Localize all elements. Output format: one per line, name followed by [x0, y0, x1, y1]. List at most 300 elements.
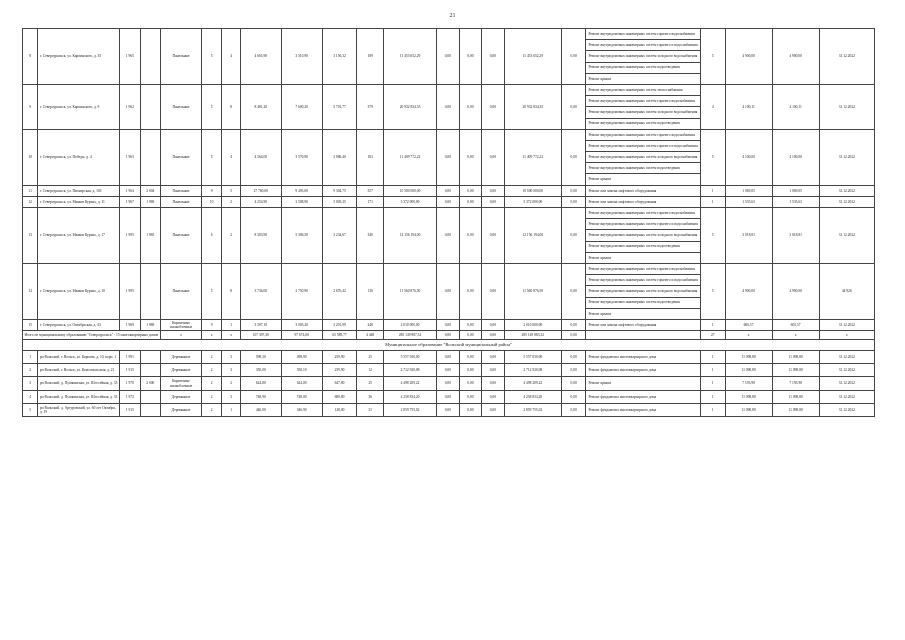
- living-area-cell: 9 493,00: [281, 185, 322, 196]
- repair-cost-cell: 2 010 000,00: [383, 319, 436, 330]
- total-area-cell: 598,30: [240, 351, 281, 364]
- year-commissioned-cell: [140, 364, 160, 377]
- address-cell: г. Североуральск, ул. Карпинского, д. 9: [38, 84, 120, 129]
- fund-cell: 0,00: [437, 208, 460, 264]
- address-cell: рп Вольский, д. Пушкинская, ул. Шоссейная, д. 33: [38, 377, 120, 390]
- owners-funds-cell: 5 557 030,00: [504, 351, 561, 364]
- totals-value-cell: 107 397,30: [240, 331, 281, 340]
- total-area-cell: 4 564,00: [240, 129, 281, 185]
- owned-area-cell: 3 005,35: [322, 196, 357, 207]
- repair-cost-cell: 2 859 755,02: [383, 403, 436, 416]
- address-cell: г. Североуральск, ул. Октябрьская, д. 43: [38, 319, 120, 330]
- max-unit-cost-cell: 4 900,00: [772, 263, 819, 319]
- fund-cell: 0,00: [482, 319, 505, 330]
- table-row: [23, 129, 875, 140]
- owned-area-cell: 2 670,42: [322, 263, 357, 319]
- table-row: [23, 377, 875, 390]
- works-count-cell: 5: [701, 129, 726, 185]
- table-row: [23, 185, 875, 196]
- fund-cell: 0,00: [437, 29, 460, 85]
- total-area-cell: 3 307,10: [240, 319, 281, 330]
- other-funds-cell: 0,00: [561, 263, 586, 319]
- totals-value-cell: 97 674,00: [281, 331, 322, 340]
- work-type-cell: Ремонт внутридомовых инженерных систем холодного водоснабжения: [586, 152, 701, 163]
- totals-value-cell: x: [772, 331, 819, 340]
- wall-material-cell: Панельные: [161, 84, 202, 129]
- floors-cell: 2: [201, 351, 221, 364]
- work-type-cell: Ремонт внутридомовых инженерных систем горячего водоснабжения: [586, 29, 701, 40]
- work-type-cell: Ремонт фундамента многоквартирного дома: [586, 403, 701, 416]
- row-number-cell: 15: [23, 319, 38, 330]
- work-type-cell: Ремонт внутридомовых инженерных систем водоотведения: [586, 163, 701, 174]
- fund-cell: 0,00: [459, 29, 482, 85]
- deadline-cell: 31.12.2022: [819, 403, 874, 416]
- works-count-cell: 4: [701, 84, 726, 129]
- unit-cost-cell: 11 098,80: [725, 403, 772, 416]
- works-count-cell: 1: [701, 390, 726, 403]
- year-commissioned-cell: [140, 129, 160, 185]
- total-area-cell: 8 303,90: [240, 208, 281, 264]
- wall-material-cell: Деревянные: [161, 364, 202, 377]
- work-type-cell: Ремонт или замена лифтового оборудования: [586, 196, 701, 207]
- other-funds-cell: 0,00: [561, 208, 586, 264]
- fund-cell: 0,00: [482, 84, 505, 129]
- fund-cell: 0,00: [437, 84, 460, 129]
- work-type-cell: Ремонт внутридомовых инженерных систем горячего и водоснабжения: [586, 219, 701, 230]
- max-unit-cost-cell: 605,57: [772, 319, 819, 330]
- work-type-cell: Ремонт крыши: [586, 174, 701, 185]
- residents-cell: 189: [357, 29, 384, 85]
- row-number-cell: 10: [23, 129, 38, 185]
- work-type-cell: Ремонт внутридомовых инженерных систем горячего водоснабжения: [586, 129, 701, 140]
- totals-value-cell: x: [725, 331, 772, 340]
- total-area-cell: 4 254,90: [240, 196, 281, 207]
- totals-value-cell: x: [201, 331, 221, 340]
- wall-material-cell: Панельные: [161, 196, 202, 207]
- repair-cost-cell: 20 932 834,35: [383, 84, 436, 129]
- totals-value-cell: x: [819, 331, 874, 340]
- totals-value-cell: x: [161, 331, 202, 340]
- fund-cell: 0,00: [459, 196, 482, 207]
- table-row: [23, 29, 875, 40]
- works-count-cell: 1: [701, 403, 726, 416]
- fund-cell: 0,00: [482, 364, 505, 377]
- address-cell: г. Североуральск, ул. Пионерская, д. 103: [38, 185, 120, 196]
- living-area-cell: 3 570,90: [281, 129, 322, 185]
- row-number-cell: 9: [23, 84, 38, 129]
- wall-material-cell: Панельные: [161, 129, 202, 185]
- residents-cell: 136: [357, 263, 384, 319]
- fund-cell: 0,00: [482, 185, 505, 196]
- repair-cost-cell: 4 258 834,20: [383, 390, 436, 403]
- totals-value-cell: 27: [701, 331, 726, 340]
- wall-material-cell: Панельные: [161, 29, 202, 85]
- owned-area-cell: 3 291,99: [322, 319, 357, 330]
- year-commissioned-cell: 1 969: [140, 196, 160, 207]
- fund-cell: 0,00: [482, 129, 505, 185]
- other-funds-cell: 0,00: [561, 84, 586, 129]
- fund-cell: 0,00: [482, 263, 505, 319]
- other-funds-cell: 0,00: [561, 185, 586, 196]
- works-count-cell: 1: [701, 185, 726, 196]
- address-cell: г. Североуральск, ул. Карпинского, д. 35: [38, 29, 120, 85]
- total-area-cell: 446,00: [240, 403, 281, 416]
- year-built-cell: 1 995: [120, 263, 140, 319]
- works-count-cell: 1: [701, 196, 726, 207]
- row-number-cell: 14: [23, 263, 38, 319]
- living-area-cell: 3 510,90: [281, 29, 322, 85]
- owners-funds-cell: 11 453 652,29: [504, 29, 561, 85]
- works-count-cell: 1: [701, 377, 726, 390]
- year-commissioned-cell: 2 004: [140, 185, 160, 196]
- address-cell: г. Североуральск, ул. Победы, д. 4: [38, 129, 120, 185]
- row-number-cell: 1: [23, 351, 38, 364]
- totals-value-cell: x: [222, 331, 240, 340]
- owned-area-cell: 128,00: [322, 403, 357, 416]
- owners-funds-cell: 5 372 000,00: [504, 196, 561, 207]
- max-unit-cost-cell: 7 193,98: [772, 377, 819, 390]
- works-count-cell: 5: [701, 208, 726, 264]
- fund-cell: 0,00: [459, 377, 482, 390]
- address-cell: г. Североуральск, ул. Маяков Курьих, д. 11: [38, 196, 120, 207]
- other-funds-cell: 0,00: [561, 319, 586, 330]
- unit-cost-cell: 4 100,00: [725, 129, 772, 185]
- residents-cell: 171: [357, 196, 384, 207]
- owners-funds-cell: 4 498 209,22: [504, 377, 561, 390]
- max-unit-cost-cell: 11 098,80: [772, 351, 819, 364]
- residents-cell: 379: [357, 84, 384, 129]
- work-type-cell: Ремонт внутридомовых инженерных систем холодного водоснабжения: [586, 107, 701, 118]
- fund-cell: 0,00: [459, 84, 482, 129]
- work-type-cell: Ремонт внутридомовых инженерных систем водоотведения: [586, 297, 701, 308]
- owned-area-cell: 647,80: [322, 377, 357, 390]
- total-area-cell: 3 736,00: [240, 263, 281, 319]
- living-area-cell: 498,90: [281, 351, 322, 364]
- work-type-cell: Ремонт внутридомовых инженерных систем холодного водоснабжения: [586, 286, 701, 297]
- wall-material-cell: Деревянные: [161, 403, 202, 416]
- owned-area-cell: 259,90: [322, 364, 357, 377]
- total-area-cell: 8 481,20: [240, 84, 281, 129]
- wall-material-cell: Деревянные: [161, 351, 202, 364]
- work-type-cell: Ремонт внутридомовых инженерных систем горячего и водоснабжения: [586, 275, 701, 286]
- totals-value-cell: 285 149 887,32: [383, 331, 436, 340]
- work-type-cell: Ремонт или замена лифтового оборудования: [586, 319, 701, 330]
- max-unit-cost-cell: 11 098,80: [772, 403, 819, 416]
- floors-cell: 5: [201, 84, 221, 129]
- entrances-cell: 1: [222, 403, 240, 416]
- entrances-cell: 2: [222, 377, 240, 390]
- deadline-cell: 31.12.2022: [819, 351, 874, 364]
- deadline-cell: 31.12.2022: [819, 364, 874, 377]
- unit-cost-cell: 1 535,63: [725, 196, 772, 207]
- totals-label-cell: Итого по муниципальному образованию "Североуральск" - 15 многоквартирных домов: [23, 331, 161, 340]
- entrances-cell: 4: [222, 29, 240, 85]
- owners-funds-cell: 11 409 772,22: [504, 129, 561, 185]
- address-cell: рп Вольский, г. Вольск, ул. Карпова, д. 10, корп. 1: [38, 351, 120, 364]
- fund-cell: 0,00: [482, 208, 505, 264]
- residents-cell: 183: [357, 129, 384, 185]
- owned-area-cell: 3 086,40: [322, 129, 357, 185]
- fund-cell: 0,00: [437, 390, 460, 403]
- max-unit-cost-cell: 1 069,05: [772, 185, 819, 196]
- fund-cell: 0,00: [459, 351, 482, 364]
- work-type-cell: Ремонт внутридомовых инженерных систем холодного водоснабжения: [586, 230, 701, 241]
- living-area-cell: 748,00: [281, 390, 322, 403]
- work-type-cell: Ремонт фундамента многоквартирного дома: [586, 390, 701, 403]
- table-row: [23, 84, 875, 95]
- floors-cell: 6: [201, 208, 221, 264]
- floors-cell: 9: [201, 185, 221, 196]
- living-area-cell: 624,00: [281, 377, 322, 390]
- work-type-cell: Ремонт внутридомовых инженерных систем горячего водоснабжения: [586, 96, 701, 107]
- work-type-cell: Ремонт внутридомовых инженерных систем горячего и водоснабжения: [586, 40, 701, 51]
- year-commissioned-cell: [140, 263, 160, 319]
- totals-value-cell: 0,00: [459, 331, 482, 340]
- unit-cost-cell: 4 100,11: [725, 84, 772, 129]
- unit-cost-cell: 4 900,00: [725, 263, 772, 319]
- repair-cost-cell: 12 156 194,00: [383, 208, 436, 264]
- work-type-cell: Ремонт фундамента многоквартирного дома: [586, 351, 701, 364]
- work-type-cell: Ремонт внутридомовых инженерных систем горячего водоснабжения: [586, 263, 701, 274]
- year-commissioned-cell: 2 000: [140, 377, 160, 390]
- other-funds-cell: 0,00: [561, 364, 586, 377]
- year-commissioned-cell: [140, 351, 160, 364]
- fund-cell: 0,00: [437, 364, 460, 377]
- deadline-cell: 31.12.2022: [819, 84, 874, 129]
- work-type-cell: Ремонт внутридомовых инженерных систем теплоснабжения: [586, 84, 701, 95]
- floors-cell: 9: [201, 319, 221, 330]
- wall-material-cell: Кирпичные шлакоблочные: [161, 319, 202, 330]
- max-unit-cost-cell: 4 100,00: [772, 129, 819, 185]
- totals-value-cell: 0,00: [437, 331, 460, 340]
- fund-cell: 0,00: [482, 196, 505, 207]
- repair-cost-cell: 5 372 000,00: [383, 196, 436, 207]
- deadline-cell: 31.12.2022: [819, 29, 874, 85]
- wall-material-cell: Панельные: [161, 208, 202, 264]
- fund-cell: 0,00: [459, 263, 482, 319]
- year-built-cell: 1 965: [120, 29, 140, 85]
- fund-cell: 0,00: [482, 29, 505, 85]
- table-row: [23, 390, 875, 403]
- work-type-cell: Ремонт внутридомовых инженерных систем водоотведения: [586, 62, 701, 73]
- repair-cost-cell: 2 712 920,08: [383, 364, 436, 377]
- totals-row: [23, 331, 875, 340]
- totals-value-cell: 65 589,77: [322, 331, 357, 340]
- max-unit-cost-cell: 4 100,11: [772, 84, 819, 129]
- totals-value-cell: 0,00: [482, 331, 505, 340]
- work-type-cell: Ремонт внутридомовых инженерных систем водоотведения: [586, 118, 701, 129]
- owners-funds-cell: 2 712 920,08: [504, 364, 561, 377]
- fund-cell: 0,00: [459, 390, 482, 403]
- owned-area-cell: 680,80: [322, 390, 357, 403]
- other-funds-cell: 0,00: [561, 129, 586, 185]
- entrances-cell: 8: [222, 84, 240, 129]
- repair-cost-cell: 11 560 876,50: [383, 263, 436, 319]
- section-title: Муниципальное образование "Вольский муниципальный район": [23, 340, 875, 351]
- year-commissioned-cell: [140, 403, 160, 416]
- other-funds-cell: 0,00: [561, 377, 586, 390]
- year-commissioned-cell: [140, 84, 160, 129]
- owners-funds-cell: 2 859 755,02: [504, 403, 561, 416]
- table-row: [23, 208, 875, 219]
- living-area-cell: 5 306,50: [281, 208, 322, 264]
- fund-cell: 0,00: [437, 185, 460, 196]
- floors-cell: 5: [201, 129, 221, 185]
- max-unit-cost-cell: 3 018,81: [772, 208, 819, 264]
- unit-cost-cell: 11 098,80: [725, 351, 772, 364]
- fund-cell: 0,00: [437, 319, 460, 330]
- row-number-cell: 5: [23, 403, 38, 416]
- floors-cell: 2: [201, 377, 221, 390]
- work-type-cell: Ремонт крыши: [586, 308, 701, 319]
- floors-cell: 5: [201, 29, 221, 85]
- fund-cell: 0,00: [437, 403, 460, 416]
- owned-area-cell: 259,90: [322, 351, 357, 364]
- year-built-cell: 1 915: [120, 364, 140, 377]
- total-area-cell: 27 760,00: [240, 185, 281, 196]
- deadline-cell: 44 926: [819, 263, 874, 319]
- totals-value-cell: [586, 331, 701, 340]
- fund-cell: 0,00: [459, 208, 482, 264]
- works-count-cell: 1: [701, 364, 726, 377]
- year-built-cell: 1 967: [120, 196, 140, 207]
- entrances-cell: 5: [222, 185, 240, 196]
- living-area-cell: 2 750,90: [281, 263, 322, 319]
- table-row: [23, 403, 875, 416]
- living-area-cell: 346,90: [281, 403, 322, 416]
- row-number-cell: 13: [23, 208, 38, 264]
- floors-cell: 10: [201, 196, 221, 207]
- wall-material-cell: Деревянные: [161, 390, 202, 403]
- works-count-cell: 5: [701, 29, 726, 85]
- fund-cell: 0,00: [459, 364, 482, 377]
- table-row: [23, 351, 875, 364]
- unit-cost-cell: 11 098,80: [725, 364, 772, 377]
- work-type-cell: Ремонт фундамента многоквартирного дома: [586, 364, 701, 377]
- unit-cost-cell: 7 193,98: [725, 377, 772, 390]
- floors-cell: 2: [201, 364, 221, 377]
- residents-cell: 12: [357, 364, 384, 377]
- living-area-cell: 7 600,20: [281, 84, 322, 129]
- deadline-cell: 31.12.2022: [819, 319, 874, 330]
- residents-cell: 248: [357, 319, 384, 330]
- entrances-cell: 3: [222, 364, 240, 377]
- unit-cost-cell: 11 098,80: [725, 390, 772, 403]
- repair-cost-cell: 10 500 000,00: [383, 185, 436, 196]
- owned-area-cell: 5 701,77: [322, 84, 357, 129]
- table-row: [23, 319, 875, 330]
- fund-cell: 0,00: [437, 263, 460, 319]
- other-funds-cell: 0,00: [561, 390, 586, 403]
- residents-cell: 25: [357, 377, 384, 390]
- year-built-cell: 1 995: [120, 208, 140, 264]
- fund-cell: 0,00: [459, 185, 482, 196]
- owned-area-cell: 9 304,75: [322, 185, 357, 196]
- address-cell: рп Вольский, д. Пушкинская, ул. Шоссейная, д. 33: [38, 390, 120, 403]
- table-row: [23, 364, 875, 377]
- work-type-cell: Ремонт крыши: [586, 73, 701, 84]
- address-cell: г. Североуральск, ул. Маяков Курьих, д. 10: [38, 263, 120, 319]
- works-count-cell: 5: [701, 263, 726, 319]
- year-commissioned-cell: 1 965: [140, 208, 160, 264]
- year-built-cell: 1 991: [120, 351, 140, 364]
- deadline-cell: 31.12.2022: [819, 390, 874, 403]
- entrances-cell: 2: [222, 208, 240, 264]
- fund-cell: 0,00: [482, 390, 505, 403]
- address-cell: г. Североуральск, ул. Маяков Курьих, д. 17: [38, 208, 120, 264]
- fund-cell: 0,00: [459, 403, 482, 416]
- year-built-cell: 1 964: [120, 185, 140, 196]
- work-type-cell: Ремонт крыши: [586, 377, 701, 390]
- fund-cell: 0,00: [459, 319, 482, 330]
- totals-value-cell: 0,00: [561, 331, 586, 340]
- fund-cell: 0,00: [437, 377, 460, 390]
- unit-cost-cell: 4 900,00: [725, 29, 772, 85]
- max-unit-cost-cell: 1 535,63: [772, 196, 819, 207]
- total-area-cell: 748,90: [240, 390, 281, 403]
- repair-cost-cell: 4 498 209,22: [383, 377, 436, 390]
- owned-area-cell: 3 234,67: [322, 208, 357, 264]
- capital-repair-register-table: [22, 28, 875, 417]
- residents-cell: 36: [357, 390, 384, 403]
- deadline-cell: 31.12.2022: [819, 208, 874, 264]
- wall-material-cell: Панельные: [161, 263, 202, 319]
- floors-cell: 2: [201, 390, 221, 403]
- row-number-cell: 8: [23, 29, 38, 85]
- living-area-cell: 3 003,20: [281, 319, 322, 330]
- floors-cell: 2: [201, 403, 221, 416]
- other-funds-cell: 0,00: [561, 403, 586, 416]
- max-unit-cost-cell: 11 098,80: [772, 364, 819, 377]
- entrances-cell: 4: [222, 129, 240, 185]
- living-area-cell: 3 508,90: [281, 196, 322, 207]
- max-unit-cost-cell: 11 098,80: [772, 390, 819, 403]
- residents-cell: 31: [357, 403, 384, 416]
- row-number-cell: 3: [23, 377, 38, 390]
- max-unit-cost-cell: 4 900,00: [772, 29, 819, 85]
- year-built-cell: 1 973: [120, 390, 140, 403]
- address-cell: рп Вольский, д. Артуровский, ул. 60 лет Октября, д. 19: [38, 403, 120, 416]
- total-area-cell: 4 665,90: [240, 29, 281, 85]
- table-row: [23, 263, 875, 274]
- repair-cost-cell: 5 557 030,00: [383, 351, 436, 364]
- year-built-cell: 1 969: [120, 319, 140, 330]
- year-built-cell: 1 963: [120, 129, 140, 185]
- owned-area-cell: 3 156,32: [322, 29, 357, 85]
- entrances-cell: 3: [222, 390, 240, 403]
- address-cell: рп Вольский, г. Вольск, ул. Комсомольская, д. 21: [38, 364, 120, 377]
- works-count-cell: 1: [701, 319, 726, 330]
- entrances-cell: 2: [222, 196, 240, 207]
- owners-funds-cell: 11 560 876,50: [504, 263, 561, 319]
- fund-cell: 0,00: [437, 129, 460, 185]
- row-number-cell: 2: [23, 364, 38, 377]
- entrances-cell: 3: [222, 351, 240, 364]
- wall-material-cell: Панельные: [161, 185, 202, 196]
- deadline-cell: 31.12.2022: [819, 185, 874, 196]
- year-commissioned-cell: 1 969: [140, 319, 160, 330]
- total-area-cell: 624,80: [240, 377, 281, 390]
- owners-funds-cell: 2 010 000,00: [504, 319, 561, 330]
- year-built-cell: 1 970: [120, 377, 140, 390]
- fund-cell: 0,00: [482, 351, 505, 364]
- entrances-cell: 8: [222, 263, 240, 319]
- fund-cell: 0,00: [437, 196, 460, 207]
- unit-cost-cell: 3 018,81: [725, 208, 772, 264]
- work-type-cell: Ремонт внутридомовых инженерных систем горячего водоснабжения: [586, 208, 701, 219]
- unit-cost-cell: 1 069,05: [725, 185, 772, 196]
- fund-cell: 0,00: [459, 129, 482, 185]
